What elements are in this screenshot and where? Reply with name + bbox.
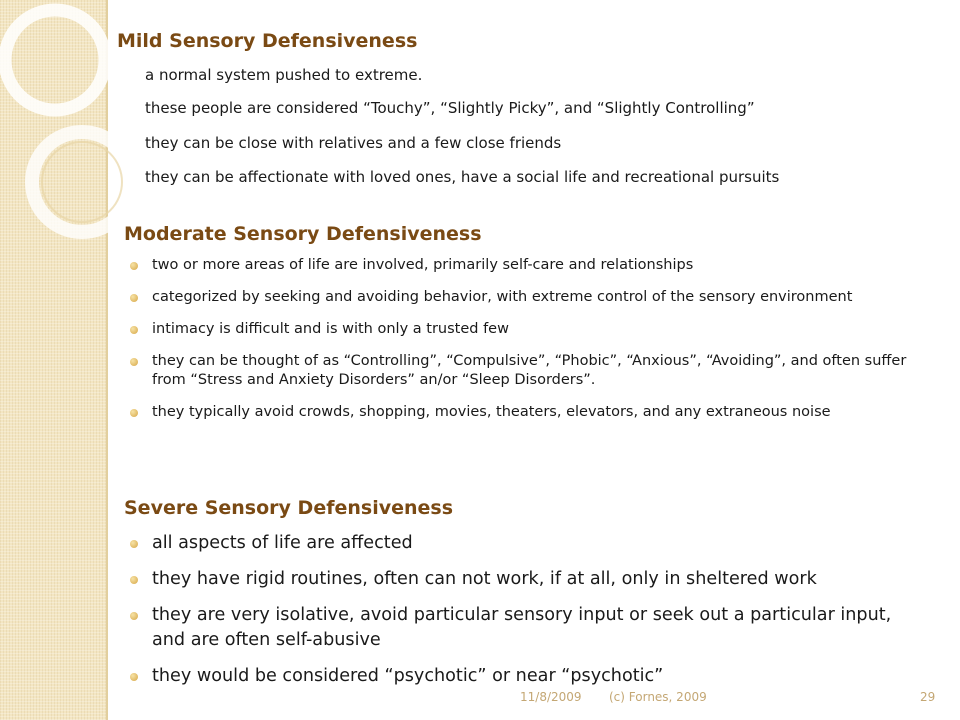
moderate-list-item: they can be thought of as “Controlling”, “Compulsive”, “Phobic”, “Anxious”, “Avoiding”, and often suffer from “Stress and Anxiety Disorders” an/or “Sleep Disorders”. bbox=[124, 352, 914, 390]
moderate-list-item: categorized by seeking and avoiding behavior, with extreme control of the sensory environment bbox=[124, 288, 914, 307]
moderate-list-item: they typically avoid crowds, shopping, movies, theaters, elevators, and any extraneous noise bbox=[124, 403, 914, 422]
moderate-list bbox=[124, 256, 914, 435]
moderate-list-item: intimacy is difficult and is with only a trusted few bbox=[124, 320, 914, 339]
severe-list bbox=[124, 531, 914, 700]
footer-copyright: (c) Fornes, 2009 bbox=[609, 690, 707, 704]
mild-heading: Mild Sensory Defensiveness bbox=[117, 30, 418, 52]
page-number: 29 bbox=[920, 690, 936, 704]
mild-item: a normal system pushed to extreme. bbox=[145, 66, 423, 84]
severe-list-item: they would be considered “psychotic” or near “psychotic” bbox=[124, 664, 914, 689]
mild-item: these people are considered “Touchy”, “Slightly Picky”, and “Slightly Controlling” bbox=[145, 99, 755, 117]
mild-item: they can be close with relatives and a few close friends bbox=[145, 134, 562, 152]
severe-list-item: all aspects of life are affected bbox=[124, 531, 914, 556]
mild-item: they can be affectionate with loved ones, have a social life and recreational pursuits bbox=[145, 168, 780, 186]
severe-heading: Severe Sensory Defensiveness bbox=[124, 497, 454, 519]
severe-list-item: they have rigid routines, often can not work, if at all, only in sheltered work bbox=[124, 567, 914, 592]
moderate-list-item: two or more areas of life are involved, primarily self-care and relationships bbox=[124, 256, 914, 275]
moderate-heading: Moderate Sensory Defensiveness bbox=[124, 223, 482, 245]
footer-date: 11/8/2009 bbox=[520, 690, 582, 704]
severe-list-item: they are very isolative, avoid particular sensory input or seek out a particular input, and are often self-abusive bbox=[124, 603, 914, 653]
